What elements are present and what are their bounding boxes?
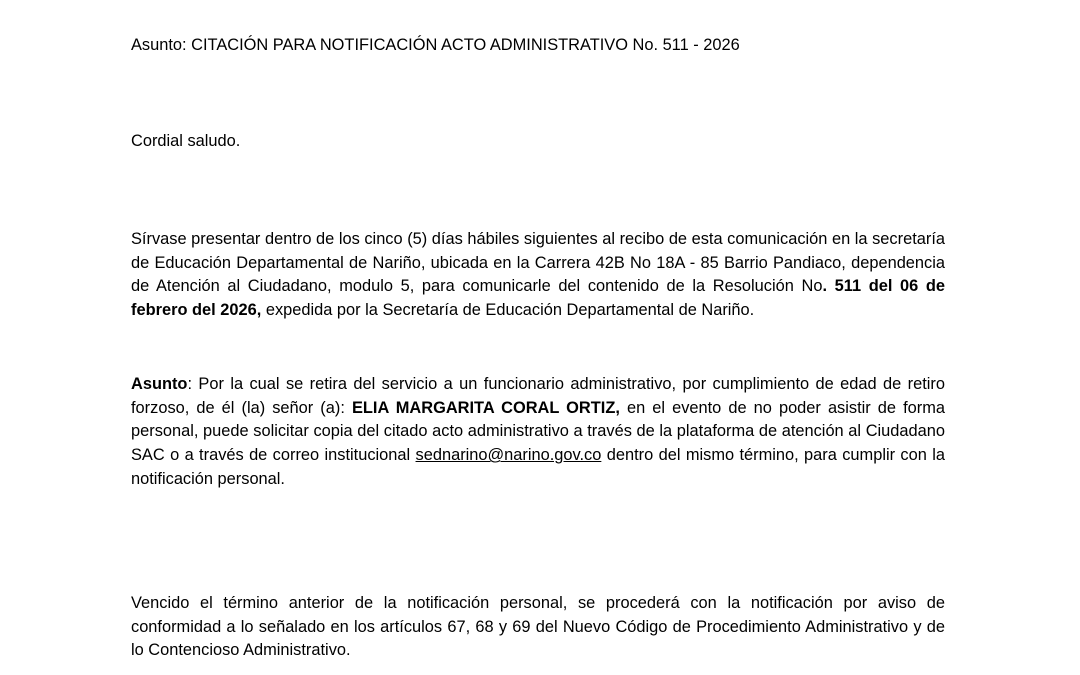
paragraph-citation-text-a: Sírvase presentar dentro de los cinco (5) días hábiles siguientes al recibo de esta comunicación en la secretaría de Educación Departamental de Nariño, ubicada en la Carrera 42B No 18A - 85 Barrio Pandiaco, dependencia de Atención al Ciudadano, modulo 5, para comunicarle del contenido de la Resolución No	[131, 230, 945, 296]
paragraph-subject-text-b: en el evento de no poder asistir de forma personal, puede solicitar copia del citado acto administrativo a través de la plataforma de atención al Ciudadano SAC o a través de correo institucional	[131, 398, 945, 465]
subject-label: Asunto	[131, 375, 188, 393]
employee-name: ELIA MARGARITA CORAL ORTIZ,	[351, 398, 620, 417]
paragraph-notice: Vencido el término anterior de la notificación personal, se procederá con la notificación por aviso de conformidad a lo señalado en los artículos 67, 68 y 69 del Nuevo Código de Procedimiento Administrativo y de lo Contencioso Administrativo.	[131, 594, 945, 660]
greeting: Cordial saludo.	[131, 132, 241, 150]
paragraph-subject	[131, 373, 945, 492]
resolution-reference: . 511 del 06 de febrero del 2026,	[131, 277, 945, 320]
email-link[interactable]: sednarino@narino.gov.co	[415, 446, 602, 465]
subject-line: Asunto: CITACIÓN PARA NOTIFICACIÓN ACTO ADMINISTRATIVO No. 511 - 2026	[131, 36, 740, 54]
paragraph-subject-text-a: : Por la cual se retira del servicio a un funcionario administrativo, por cumplimiento de edad de retiro forzoso, de él (la) señor (a):	[131, 375, 945, 417]
paragraph-citation	[131, 228, 945, 323]
paragraph-subject-text-c: dentro del mismo término, para cumplir con la notificación personal.	[131, 446, 945, 488]
paragraph-citation-text-b: expedida por la Secretaría de Educación Departamental de Nariño.	[261, 301, 755, 320]
